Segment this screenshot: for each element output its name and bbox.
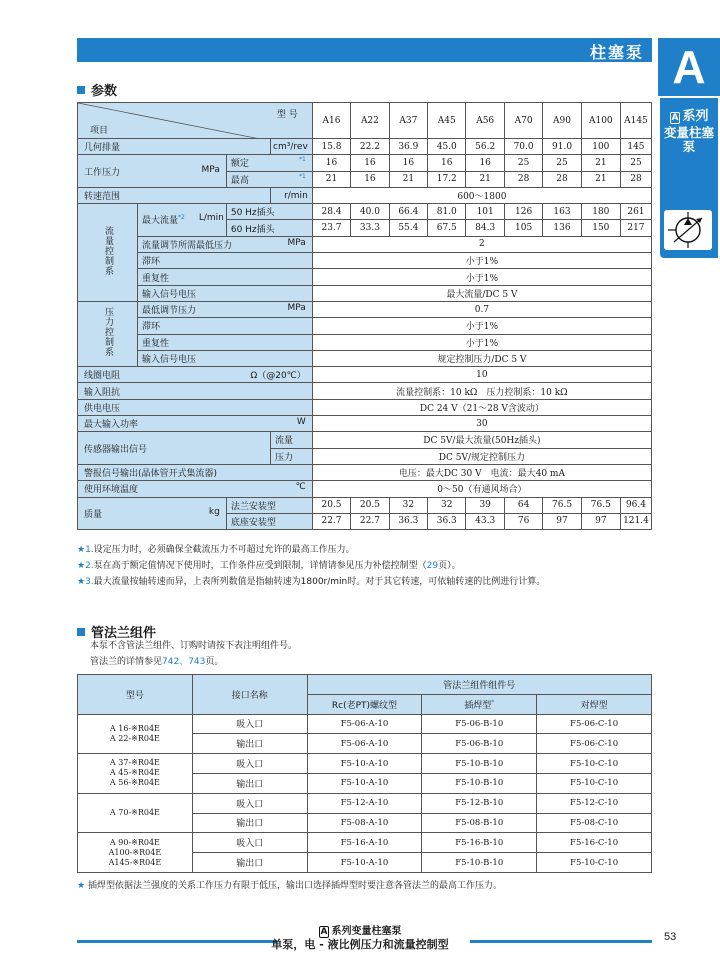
table-row: A 90-※R04E A100-※R04E A145-※R04E 吸入口 F5-16-A-10 F5-16-B-10 F5-16-C-10	[78, 833, 652, 853]
table-row: 输出口 F5-10-A-10 F5-10-B-10 F5-10-C-10	[78, 773, 652, 793]
table-row: 转速范围 r/min 600～1800	[78, 187, 652, 203]
model-header: A37	[389, 103, 427, 139]
table-row: 最大输入功率 W 30	[78, 416, 652, 432]
params-table	[77, 102, 652, 530]
table-row: 输出口 F5-06-A-10 F5-06-B-10 F5-06-C-10	[78, 734, 652, 754]
col-header-thread: Rc(老PT)螺纹型	[307, 694, 422, 714]
series-mark: A	[671, 113, 679, 123]
footnote-1: ★1.设定压力时，必须确保全截流压力不可超过允许的最高工作压力。	[77, 545, 355, 555]
flange-footnote: ★ 插焊型依据法兰强度的关系工作压力有限于低压，输出口选择插焊型时要注意各管法兰的最高工作压力。	[77, 881, 502, 891]
table-row: 最高 *1 21 16 21 17.2 21 28 28 21 28	[78, 171, 652, 187]
flange-table	[77, 674, 652, 873]
footnote-3: ★3.最大流量按轴转速而异，上表所列数值是指轴转速为1800r/min时。对于其它转速，可依轴转速的比例进行计算。	[77, 577, 546, 587]
flange-intro-1: 本泵不含管法兰组件、订购时请按下表注明组件号。	[90, 641, 298, 651]
table-row: A 16-※R04E A 22-※R04E 吸入口 F5-06-A-10 F5-06-B-10 F5-06-C-10	[78, 714, 652, 734]
side-category-label: 变量柱塞泵	[663, 125, 714, 154]
model-header: A16	[312, 103, 350, 139]
header-bar	[77, 38, 652, 62]
table-row: 底座安装型 22.7 22.7 36.3 36.3 43.3 76 97 97 121.4	[78, 513, 652, 529]
flow-control-group-label: 流量控制系	[78, 204, 138, 302]
pressure-control-group-label: 压力控制系	[78, 301, 138, 366]
table-row: 输入信号电压 规定控制压力/DC 5 V	[78, 350, 652, 366]
model-header: A70	[504, 103, 542, 139]
table-row: 流量控制系 最大流量$^{*2}$ L/min 50 Hz插头 28.4 40.0 66.4 81.0 101 126 163 180 261	[78, 204, 652, 220]
page-title: 柱塞泵	[589, 43, 644, 62]
model-header: A145	[620, 103, 651, 139]
table-row: 滞环 小于1%	[78, 253, 652, 269]
table-row: 输出口 F5-10-A-10 F5-10-B-10 F5-10-C-10	[78, 853, 652, 873]
col-header-butt: 对焊型	[537, 694, 652, 714]
footer-subtitle: 单泵，电 - 液比例压力和流量控制型	[271, 938, 449, 951]
table-row: A 37-※R04E A 45-※R04E A 56-※R04E 吸入口 F5-10-A-10 F5-10-B-10 F5-10-C-10	[78, 754, 652, 774]
table-row: 警报信号输出(晶体管开式集流器) 电压：最大DC 30 V 电流：最大40 mA	[78, 464, 652, 480]
side-letter-tab: A	[658, 38, 720, 96]
flange-section-title: 管法兰组件	[77, 622, 156, 641]
corner-cell: 型 号 项目	[78, 103, 313, 139]
table-row: 60 Hz插头 23.7 33.3 55.4 67.5 84.3 105 136 150 217	[78, 220, 652, 236]
col-header-group: 管法兰组件组件号	[307, 675, 651, 695]
flange-intro-2: 管法兰的详情参见742、743页。	[90, 657, 224, 667]
footer-series-title: A 系列变量柱塞泵	[320, 926, 402, 937]
table-row: 重复性 小于1%	[78, 269, 652, 285]
model-header: A56	[466, 103, 504, 139]
table-row: 线圈电阻 Ω（@20℃） 10	[78, 367, 652, 383]
table-row: 输入阻抗 流量控制系：10 kΩ 压力控制系：10 kΩ	[78, 383, 652, 399]
col-header-port: 接口名称	[192, 675, 307, 715]
side-series-label: A 系列	[671, 109, 709, 124]
table-row: 质量 kg 法兰安装型 20.5 20.5 32 32 39 64 76.5 76.5 96.4	[78, 497, 652, 513]
table-row: 重复性 小于1%	[78, 334, 652, 350]
table-row: 压力控制系 最低调节压力 MPa 0.7	[78, 301, 652, 317]
pump-symbol-icon	[664, 210, 712, 250]
col-header-model: 型号	[78, 675, 193, 715]
table-row: 传感器输出信号 流量 DC 5V/最大流量(50Hz插头)	[78, 432, 652, 448]
table-row: 几何排量 cm³/rev 15.8 22.2 36.9 45.0 56.2 70.0 91.0 100 145	[78, 139, 652, 155]
table-row: 压力 DC 5V/规定控制压力	[78, 448, 652, 464]
page-link[interactable]: 29	[426, 561, 439, 571]
page-number: 53	[664, 931, 677, 943]
table-row: 工作压力 MPa 额定 *1 16 16 16 16 16 25 25 21 25	[78, 155, 652, 171]
table-row: 使用环境温度 ℃ 0～50（有通风场合）	[78, 481, 652, 497]
table-row: 流量调节所需最低压力 MPa 2	[78, 236, 652, 252]
params-section-title: 参数	[77, 80, 117, 99]
table-row: 输入信号电压 最大流量/DC 5 V	[78, 285, 652, 301]
footnote-2: ★2.泵在高于额定值情况下使用时，工作条件应受到限制，详情请参见压力补偿控制型（29页）。	[77, 561, 461, 571]
model-header: A90	[543, 103, 581, 139]
col-header-socket: 插焊型*	[422, 694, 537, 714]
table-row: 输出口 F5-08-A-10 F5-08-B-10 F5-08-C-10	[78, 813, 652, 833]
model-header: A22	[351, 103, 389, 139]
page-link[interactable]: 742、743	[162, 657, 206, 667]
table-row: 供电电压 DC 24 V（21～28 V含波动）	[78, 399, 652, 415]
model-header: A100	[581, 103, 620, 139]
table-row: 滞环 小于1%	[78, 318, 652, 334]
model-header: A45	[428, 103, 466, 139]
table-row: A 70-※R04E 吸入口 F5-12-A-10 F5-12-B-10 F5-12-C-10	[78, 793, 652, 813]
